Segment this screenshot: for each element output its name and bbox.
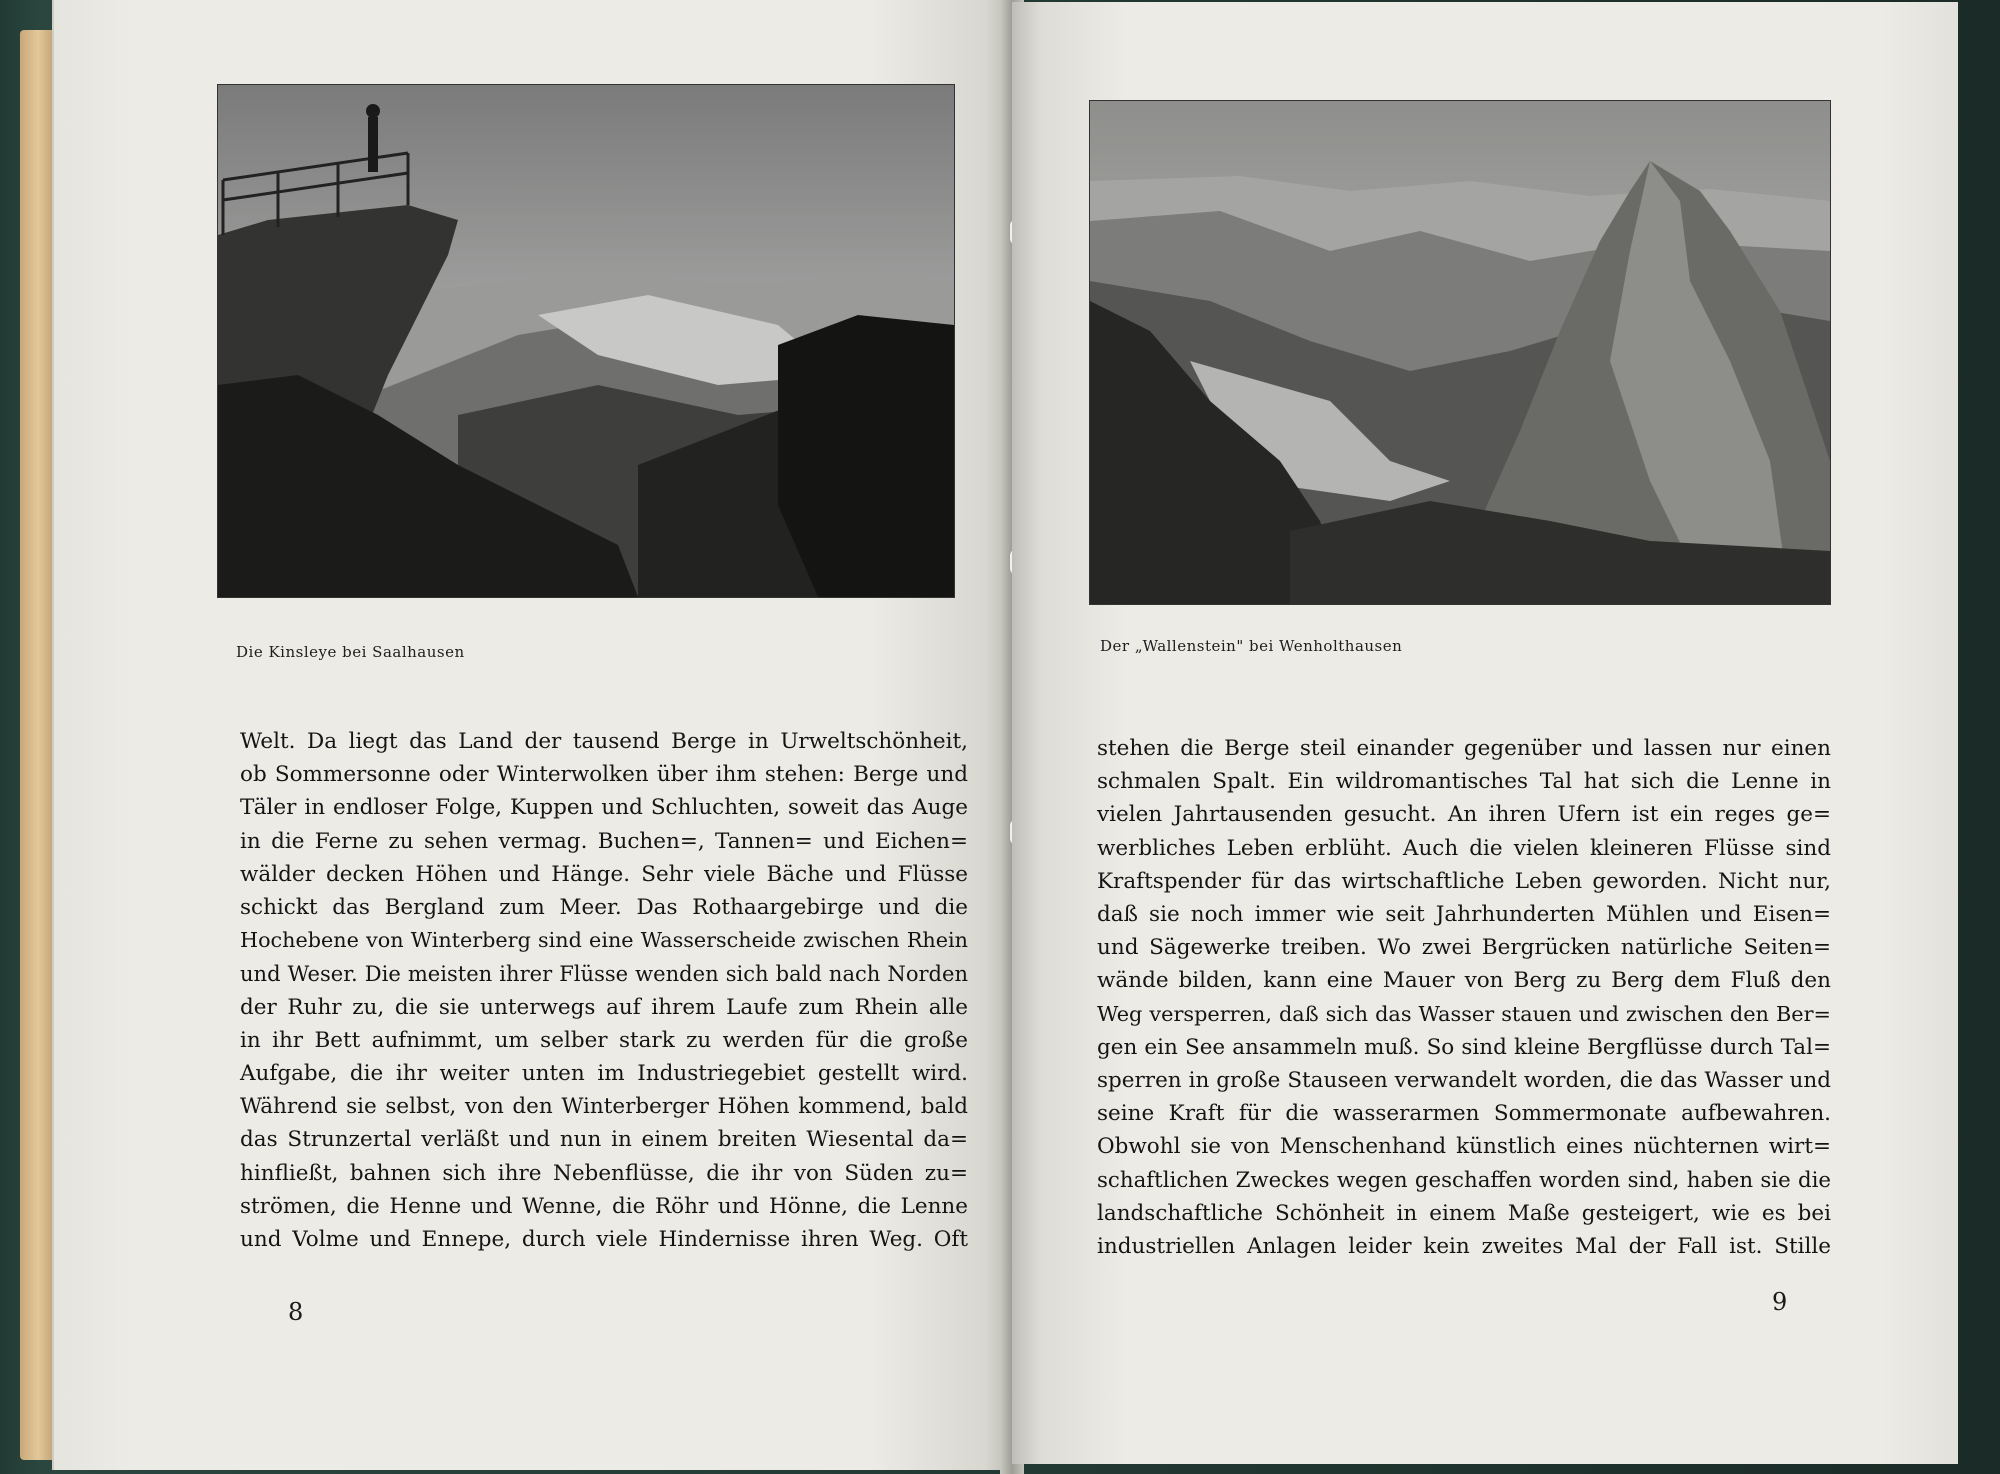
text-line: landschaftliche Schönheit in einem Maße gesteigert, wie es bei — [1097, 1200, 1831, 1226]
text-line: schaftlichen Zweckes wegen geschaffen worden sind, haben sie die — [1097, 1167, 1831, 1193]
text-line: schickt das Bergland zum Meer. Das Rothaargebirge und die — [240, 895, 968, 921]
text-line: der Ruhr zu, die sie unterwegs auf ihrem Laufe zum Rhein alle — [240, 994, 968, 1020]
text-line: strömen, die Henne und Wenne, die Röhr und Hönne, die Lenne — [240, 1193, 968, 1219]
text-line: seine Kraft für die wasserarmen Sommermonate aufbewahren. — [1097, 1101, 1831, 1127]
text-line: und Sägewerke treiben. Wo zwei Bergrücken natürliche Seiten= — [1097, 935, 1831, 961]
text-line: daß sie noch immer wie seit Jahrhunderten Mühlen und Eisen= — [1097, 902, 1831, 928]
text-line: wände bilden, kann eine Mauer von Berg zu Berg dem Fluß den — [1097, 968, 1831, 994]
left-body-text — [240, 725, 968, 1256]
text-line: wälder decken Höhen und Hänge. Sehr viele Bäche und Flüsse — [240, 861, 968, 887]
text-line: in die Ferne zu sehen vermag. Buchen=, Tannen= und Eichen= — [240, 828, 968, 854]
text-line: sperren in große Stauseen verwandelt worden, die das Wasser und — [1097, 1068, 1831, 1094]
text-line: das Strunzertal verläßt und nun in einem breiten Wiesental da= — [240, 1127, 968, 1153]
page-number-left: 8 — [288, 1298, 304, 1326]
text-line: hinfließt, bahnen sich ihre Nebenflüsse, die ihr von Süden zu= — [240, 1160, 968, 1186]
text-line: Obwohl sie von Menschenhand künstlich eines nüchternen wirt= — [1097, 1134, 1831, 1160]
text-line: werbliches Leben erblüht. Auch die vielen kleineren Flüsse sind — [1097, 835, 1831, 861]
text-line: stehen die Berge steil einander gegenüber und lassen nur einen — [1097, 736, 1831, 761]
text-line: ob Sommersonne oder Winterwolken über ihm stehen: Berge und — [240, 762, 968, 788]
photo-kinsleye — [218, 85, 954, 597]
text-line: schmalen Spalt. Ein wildromantisches Tal hat sich die Lenne in — [1097, 769, 1831, 795]
text-line: gen ein See ansammeln muß. So sind kleine Bergflüsse durch Tal= — [1097, 1034, 1831, 1060]
text-line: Aufgabe, die ihr weiter unten im Industriegebiet gestellt wird. — [240, 1061, 968, 1087]
text-line: in ihr Bett aufnimmt, um selber stark zu werden für die große — [240, 1027, 968, 1053]
text-line: Hochebene von Winterberg sind eine Wasserscheide zwischen Rhein — [240, 928, 968, 953]
text-line: Während sie selbst, von den Winterberger Höhen kommend, bald — [240, 1094, 968, 1120]
text-line: Täler in endloser Folge, Kuppen und Schluchten, soweit das Auge — [240, 795, 968, 821]
page-number-right: 9 — [1772, 1288, 1788, 1316]
text-line: industriellen Anlagen leider kein zweites Mal der Fall ist. Stille — [1097, 1234, 1831, 1260]
text-line: Weg versperren, daß sich das Wasser stauen und zwischen den Ber= — [1097, 1001, 1831, 1026]
photo-wallenstein — [1090, 101, 1830, 604]
page-edges — [20, 30, 56, 1460]
text-line: und Weser. Die meisten ihrer Flüsse wenden sich bald nach Norden — [240, 961, 968, 987]
right-body-text — [1097, 732, 1831, 1263]
photo-caption-left: Die Kinsleye bei Saalhausen — [236, 643, 465, 661]
photo-caption-right: Der „Wallenstein" bei Wenholthausen — [1100, 637, 1403, 655]
text-line: Kraftspender für das wirtschaftliche Leben geworden. Nicht nur, — [1097, 868, 1831, 894]
text-line: Welt. Da liegt das Land der tausend Berge in Urweltschönheit, — [240, 729, 968, 754]
text-line: und Volme und Ennepe, durch viele Hindernisse ihren Weg. Oft — [240, 1227, 968, 1253]
text-line: vielen Jahrtausenden gesucht. An ihren Ufern ist ein reges ge= — [1097, 802, 1831, 828]
